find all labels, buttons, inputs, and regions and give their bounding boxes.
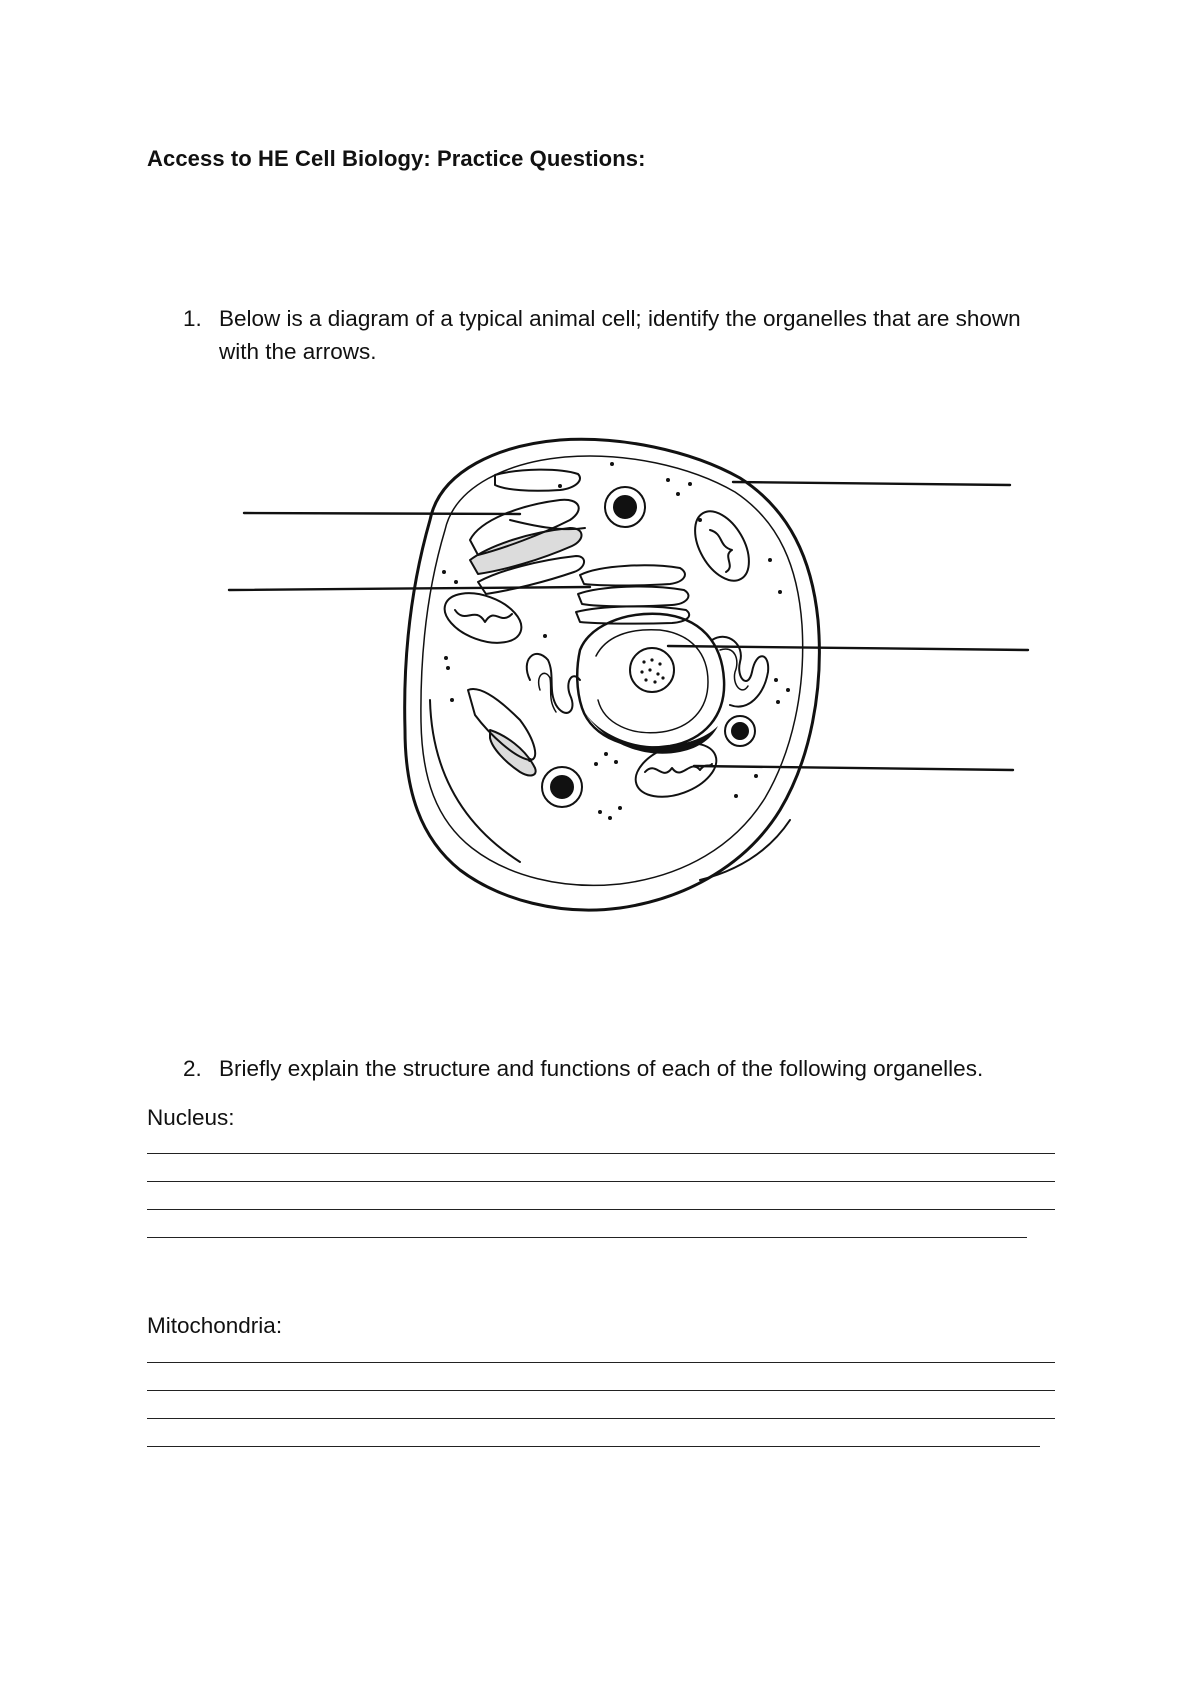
lysosome-lower: [542, 767, 582, 807]
answer-line[interactable]: [147, 1181, 1055, 1182]
lysosome-right: [725, 716, 755, 746]
mitochondria-label: Mitochondria:: [147, 1313, 283, 1338]
pointer-line-mitochondrion: [694, 766, 1013, 770]
cell-membrane-inner: [421, 456, 803, 885]
pointer-line-membrane: [733, 482, 1010, 485]
lysosome-upper: [605, 487, 645, 527]
nucleus: [577, 614, 724, 754]
answer-line[interactable]: [147, 1237, 1027, 1238]
golgi-apparatus-upper: [470, 470, 585, 594]
endoplasmic-reticulum-left: [527, 654, 580, 713]
answer-line[interactable]: [147, 1153, 1055, 1154]
golgi-apparatus-lower: [468, 689, 536, 775]
answer-line[interactable]: [147, 1418, 1055, 1419]
answer-line[interactable]: [147, 1390, 1055, 1391]
page-title: Access to HE Cell Biology: Practice Questions:: [147, 146, 646, 171]
answer-line[interactable]: [147, 1209, 1055, 1210]
pointer-lines: [229, 482, 1028, 770]
answer-line[interactable]: [147, 1362, 1055, 1363]
question-text: Below is a diagram of a typical animal cell; identify the organelles that are shown with the arrows.: [219, 306, 1021, 364]
pointer-line-golgi-center: [229, 587, 590, 590]
question-text: Briefly explain the structure and functions of each of the following organelles.: [219, 1056, 984, 1081]
answer-line[interactable]: [147, 1446, 1040, 1447]
question-number: 1.: [183, 306, 202, 331]
mitochondrion-upper-right: [684, 502, 760, 590]
nucleus-label: Nucleus:: [147, 1105, 235, 1130]
nucleolus: [630, 648, 674, 692]
pointer-line-golgi-upper: [244, 513, 520, 514]
mitochondrion-left: [438, 584, 528, 653]
mitochondrion-lower: [628, 733, 723, 807]
question-number: 2.: [183, 1056, 202, 1081]
